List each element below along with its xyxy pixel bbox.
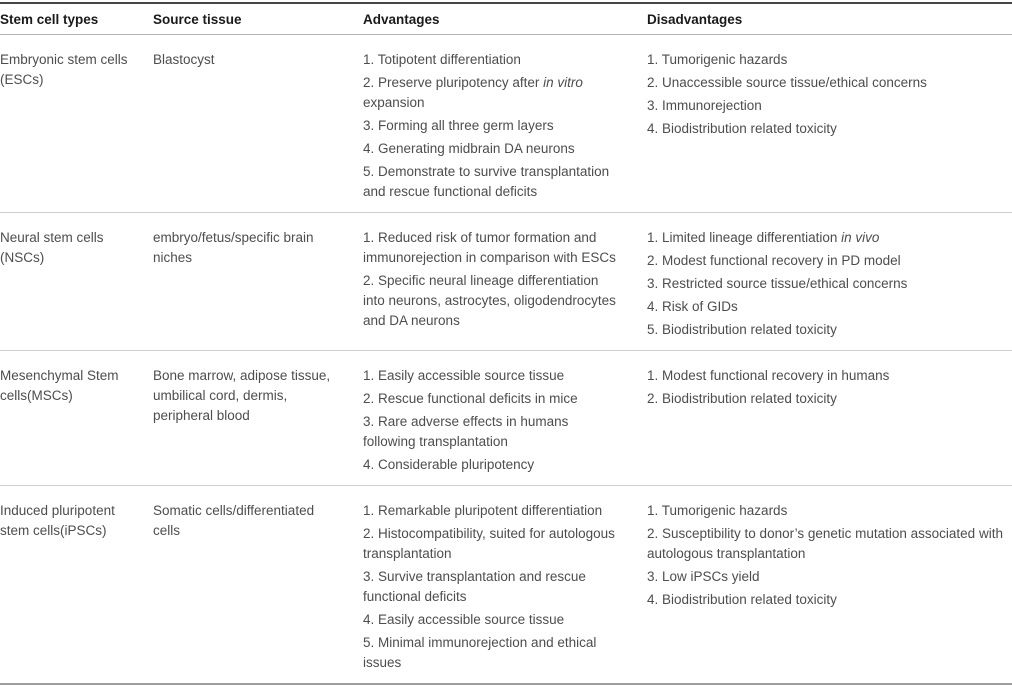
disadvantage-item: 4. Biodistribution related toxicity — [647, 121, 837, 136]
cell-source-tissue: Somatic cells/differentiated cells — [153, 503, 315, 538]
advantage-item: 3. Rare adverse effects in humans following transplantation — [363, 414, 569, 449]
cell-advantages — [363, 35, 647, 212]
advantage-item: 1. Reduced risk of tumor formation and immunorejection in comparison with ESCs — [363, 230, 616, 265]
disadvantage-item: 2. Biodistribution related toxicity — [647, 391, 837, 406]
disadvantage-item: 2. Susceptibility to donor’s genetic mutation associated with autologous transplantation — [647, 526, 1003, 561]
column-header-advantages: Advantages — [363, 11, 440, 27]
disadvantage-item: 3. Immunorejection — [647, 98, 762, 113]
advantage-item: 1. Easily accessible source tissue — [363, 368, 565, 383]
cell-advantages — [363, 213, 647, 350]
table-row — [0, 350, 1012, 485]
disadvantage-item: 1. Tumorigenic hazards — [647, 503, 788, 518]
cell-disadvantages — [647, 213, 1012, 350]
cell-source-tissue: embryo/fetus/specific brain niches — [153, 230, 314, 265]
advantage-item: 4. Generating midbrain DA neurons — [363, 141, 575, 156]
advantage-item: 3. Survive transplantation and rescue functional deficits — [363, 569, 586, 604]
advantage-item: 5. Minimal immunorejection and ethical issues — [363, 635, 597, 670]
cell-stem-cell-type: Mesenchymal Stem cells(MSCs) — [0, 368, 119, 403]
cell-stem-cell-type: Embryonic stem cells (ESCs) — [0, 52, 128, 87]
column-header-stem-cell-types: Stem cell types — [0, 11, 99, 27]
table-row — [0, 485, 1012, 683]
disadvantage-item: 2. Modest functional recovery in PD model — [647, 253, 901, 268]
stem-cell-comparison-table — [0, 2, 1012, 685]
advantage-item: 1. Totipotent differentiation — [363, 52, 521, 67]
table-header-row — [0, 4, 1012, 35]
cell-disadvantages — [647, 35, 1012, 212]
cell-advantages — [363, 486, 647, 683]
disadvantage-item: 1. Modest functional recovery in humans — [647, 368, 890, 383]
cell-stem-cell-type: Neural stem cells (NSCs) — [0, 230, 104, 265]
cell-disadvantages — [647, 486, 1012, 683]
cell-advantages — [363, 351, 647, 485]
disadvantage-item: 5. Biodistribution related toxicity — [647, 322, 837, 337]
cell-source-tissue: Bone marrow, adipose tissue, umbilical cord, dermis, peripheral blood — [153, 368, 331, 423]
advantage-item: 2. Histocompatibility, suited for autologous transplantation — [363, 526, 615, 561]
disadvantage-item: 3. Low iPSCs yield — [647, 569, 760, 584]
cell-stem-cell-type: Induced pluripotent stem cells(iPSCs) — [0, 503, 115, 538]
disadvantage-item: 2. Unaccessible source tissue/ethical concerns — [647, 75, 927, 90]
column-header-source-tissue: Source tissue — [153, 11, 242, 27]
table-row — [0, 35, 1012, 212]
disadvantage-item: 4. Risk of GIDs — [647, 299, 738, 314]
disadvantage-item: 3. Restricted source tissue/ethical concerns — [647, 276, 908, 291]
advantage-item: 2. Rescue functional deficits in mice — [363, 391, 578, 406]
column-header-disadvantages: Disadvantages — [647, 11, 743, 27]
cell-source-tissue: Blastocyst — [153, 52, 215, 67]
advantage-item: 4. Easily accessible source tissue — [363, 612, 565, 627]
table-body — [0, 35, 1012, 683]
advantage-item: 2. Preserve pluripotency after in vitro expansion — [363, 75, 583, 110]
disadvantage-item: 4. Biodistribution related toxicity — [647, 592, 837, 607]
cell-disadvantages — [647, 351, 1012, 485]
disadvantage-item: 1. Tumorigenic hazards — [647, 52, 788, 67]
advantage-item: 1. Remarkable pluripotent differentiation — [363, 503, 603, 518]
disadvantage-item: 1. Limited lineage differentiation in vivo — [647, 230, 880, 245]
table-row — [0, 212, 1012, 350]
advantage-item: 4. Considerable pluripotency — [363, 457, 535, 472]
advantage-item: 5. Demonstrate to survive transplantation and rescue functional deficits — [363, 164, 610, 199]
advantage-item: 3. Forming all three germ layers — [363, 118, 554, 133]
advantage-item: 2. Specific neural lineage differentiation into neurons, astrocytes, oligodendrocytes and DA neurons — [363, 273, 616, 328]
